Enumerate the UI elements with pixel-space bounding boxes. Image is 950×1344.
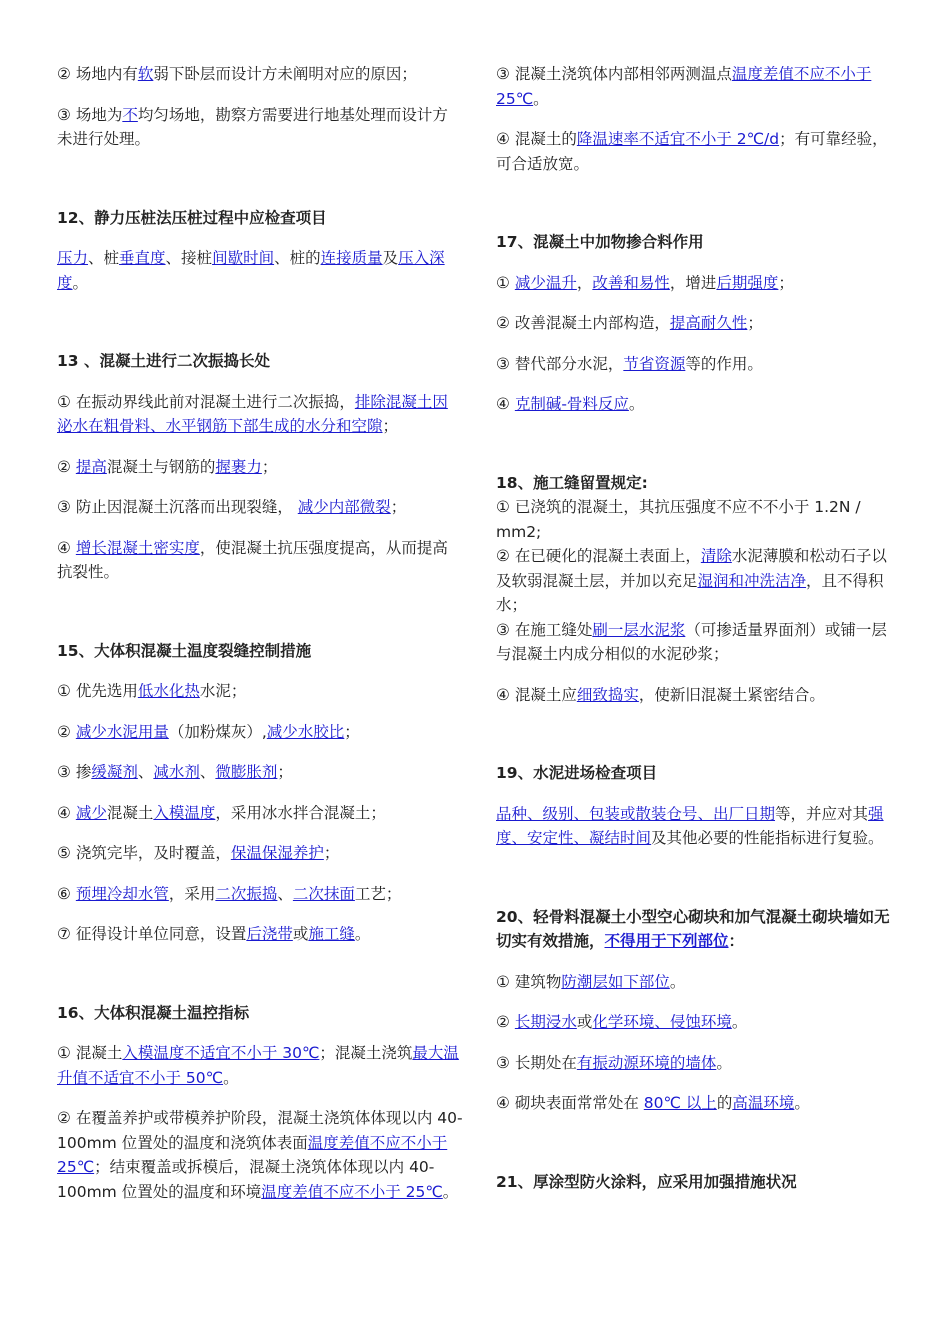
underlined-keyword: 微膨胀剂 bbox=[215, 763, 278, 781]
left-column bbox=[57, 62, 463, 1220]
paragraph bbox=[496, 495, 902, 544]
underlined-keyword: 品种、级别、包装或散装仓号、出厂日期 bbox=[496, 804, 776, 823]
underlined-keyword: 后期强度 bbox=[716, 273, 779, 292]
section-heading bbox=[496, 761, 902, 786]
text-span: 或 bbox=[576, 1013, 593, 1031]
underlined-keyword: 间歇时间 bbox=[212, 249, 275, 267]
text-span: ，使新旧混凝土紧密结合。 bbox=[638, 685, 825, 704]
text-span: ，采用 bbox=[168, 884, 216, 903]
underlined-keyword: 减少内部微裂 bbox=[297, 498, 391, 516]
text-span: ；有可靠经验，可合适放宽。 bbox=[496, 130, 888, 173]
underlined-keyword: 最大温升值不适宜不小于 50℃ bbox=[57, 1044, 459, 1087]
underlined-keyword: 保温保湿养护 bbox=[230, 844, 324, 862]
underlined-keyword: 改善和易性 bbox=[592, 273, 670, 292]
text-span: 。 bbox=[72, 273, 89, 292]
underlined-keyword: 减少水泥用量 bbox=[75, 722, 169, 741]
text-span: 18、施工缝留置规定: bbox=[496, 473, 648, 492]
section-heading bbox=[57, 639, 463, 664]
underlined-keyword: 清除 bbox=[700, 547, 732, 565]
text-span: ； bbox=[778, 273, 794, 292]
section-gap bbox=[57, 601, 463, 639]
paragraph bbox=[57, 1041, 463, 1090]
text-span: ③ 防止因混凝土沉落而出现裂缝， bbox=[57, 498, 298, 516]
text-span: ② 在覆盖养护或带模养护阶段，混凝土浇筑体体现以内 40-100mm 位置处的温度和浇筑体表面 bbox=[57, 1109, 463, 1152]
text-span: ；结束覆盖或拆模后，混凝土浇筑体体现以内 40-100mm 位置处的温度和环境 bbox=[57, 1158, 435, 1201]
underlined-keyword: 压入深度 bbox=[57, 249, 445, 292]
underlined-keyword: 有振动源环境的墙体 bbox=[576, 1053, 717, 1072]
text-span: 。 bbox=[731, 1013, 748, 1031]
text-span: 混凝土与钢筋的 bbox=[106, 457, 216, 476]
text-span: ，增进 bbox=[669, 273, 717, 292]
text-span: ⑥ bbox=[57, 884, 76, 903]
section-gap bbox=[57, 311, 463, 349]
text-span: 、 bbox=[277, 884, 293, 903]
underlined-keyword: 温度差值不应不小于 25℃ bbox=[496, 65, 872, 108]
section-heading bbox=[57, 349, 463, 374]
section-heading bbox=[496, 230, 902, 255]
paragraph bbox=[496, 311, 902, 336]
text-span: 。 bbox=[442, 1182, 459, 1201]
text-span: ： bbox=[728, 932, 745, 950]
underlined-keyword: 减水剂 bbox=[153, 763, 200, 781]
paragraph bbox=[496, 271, 902, 296]
text-span: ② 改善混凝土内部构造， bbox=[496, 314, 670, 332]
text-span: ；混凝土浇筑 bbox=[319, 1044, 413, 1062]
paragraph bbox=[496, 392, 902, 417]
paragraph bbox=[496, 970, 902, 995]
text-span: 、 bbox=[199, 763, 216, 781]
text-span: 。 bbox=[716, 1053, 732, 1072]
text-span: ② bbox=[496, 1013, 515, 1031]
underlined-keyword: 温度差值不应不小于 25℃ bbox=[261, 1182, 443, 1201]
text-span: 。 bbox=[794, 1094, 810, 1112]
text-span: 。 bbox=[223, 1068, 239, 1087]
underlined-keyword: 减少温升 bbox=[514, 273, 577, 292]
text-span: 12、静力压桩法压桩过程中应检查项目 bbox=[57, 208, 327, 227]
underlined-keyword: 提高耐久性 bbox=[669, 314, 748, 332]
underlined-keyword: 克制碱-骨料反应 bbox=[514, 395, 629, 413]
text-span: 等的作用。 bbox=[685, 354, 763, 373]
text-span: 19、水泥进场检查项目 bbox=[496, 764, 658, 782]
text-span: ⑤ 浇筑完毕，及时覆盖， bbox=[57, 844, 231, 862]
underlined-keyword: 后浇带 bbox=[246, 925, 293, 943]
text-span: 及其他必要的性能指标进行复验。 bbox=[651, 829, 884, 847]
text-span: ① 建筑物 bbox=[496, 972, 562, 991]
section-gap bbox=[496, 433, 902, 471]
underlined-keyword: 降温速率不适宜不小于 2℃/d bbox=[576, 130, 780, 148]
section-heading bbox=[496, 905, 902, 954]
text-span: 。 bbox=[533, 89, 549, 108]
text-span: ； bbox=[390, 498, 407, 516]
section-gap bbox=[496, 723, 902, 761]
underlined-keyword: 温度差值不应不小于 25℃ bbox=[57, 1133, 448, 1176]
underlined-keyword: 增长混凝土密实度 bbox=[75, 538, 200, 557]
text-span: （加粉煤灰）, bbox=[168, 722, 267, 741]
paragraph bbox=[496, 127, 902, 176]
paragraph bbox=[57, 536, 463, 585]
paragraph bbox=[57, 390, 463, 439]
text-span: 或 bbox=[292, 925, 309, 943]
text-span: 、接桩 bbox=[165, 249, 213, 267]
text-span: ② 在已硬化的混凝土表面上， bbox=[496, 547, 701, 565]
underlined-keyword: 节省资源 bbox=[623, 354, 686, 373]
paragraph bbox=[57, 679, 463, 704]
underlined-keyword: 握裹力 bbox=[215, 457, 262, 476]
underlined-keyword: 刷一层水泥浆 bbox=[592, 620, 686, 639]
text-span: 。 bbox=[354, 925, 371, 943]
paragraph bbox=[57, 760, 463, 785]
underlined-keyword: 减少水胶比 bbox=[266, 722, 345, 741]
paragraph bbox=[496, 62, 902, 111]
underlined-keyword: 缓凝剂 bbox=[91, 763, 138, 781]
text-span: 均匀场地，勘察方需要进行地基处理而设计方未进行处理。 bbox=[57, 105, 448, 148]
section-heading bbox=[57, 1001, 463, 1026]
text-span: ① 混凝土 bbox=[57, 1044, 123, 1062]
text-span: 水泥薄膜和松动石子以及软弱混凝土层，并加以充足 bbox=[496, 547, 887, 590]
underlined-keyword: 低水化热 bbox=[137, 682, 200, 700]
text-span: 20、轻骨料混凝土小型空心砌块和加气混凝土砌块墙如无切实有效措施， bbox=[496, 907, 890, 950]
text-span: ⑦ 征得设计单位同意，设置 bbox=[57, 925, 247, 943]
underlined-keyword: 不得用于下列部位 bbox=[604, 932, 729, 950]
text-span: ④ 混凝土应 bbox=[496, 685, 577, 704]
underlined-keyword: 入模温度不适宜不小于 30℃ bbox=[122, 1044, 320, 1062]
section-gap bbox=[496, 867, 902, 905]
right-column bbox=[496, 62, 902, 1210]
section-gap bbox=[57, 963, 463, 1001]
paragraph bbox=[496, 618, 902, 667]
underlined-keyword: 压力 bbox=[57, 249, 89, 267]
paragraph bbox=[57, 720, 463, 745]
text-span: ，采用冰水拌合混凝土； bbox=[215, 803, 386, 822]
section-heading bbox=[496, 1170, 902, 1195]
underlined-keyword: 垂直度 bbox=[119, 249, 166, 267]
text-span: ① 已浇筑的混凝土，其抗压强度不应不不小于 1.2N / mm2; bbox=[496, 498, 861, 541]
section-gap bbox=[496, 192, 902, 230]
paragraph bbox=[496, 1091, 902, 1116]
text-span: ，且不得积水； bbox=[496, 571, 884, 614]
text-span: 。 bbox=[669, 972, 686, 991]
text-span: ③ 场地为 bbox=[57, 105, 123, 124]
section-heading bbox=[57, 206, 463, 231]
text-span: ① bbox=[496, 273, 515, 292]
text-span: ① 在振动界线此前对混凝土进行二次振捣， bbox=[57, 392, 355, 411]
text-span: ④ 混凝土的 bbox=[496, 130, 577, 148]
text-span: ③ 在施工缝处 bbox=[496, 620, 593, 639]
paragraph bbox=[496, 352, 902, 377]
paragraph bbox=[57, 882, 463, 907]
text-span: ； bbox=[261, 457, 278, 476]
text-span: ② bbox=[57, 457, 76, 476]
underlined-keyword: 预埋冷却水管 bbox=[75, 884, 169, 903]
underlined-keyword: 高温环境 bbox=[732, 1094, 795, 1112]
text-span: 、桩 bbox=[88, 249, 120, 267]
text-span: ④ 砌块表面常常处在 bbox=[496, 1094, 644, 1112]
text-span: 21、厚涂型防火涂料，应采用加强措施状况 bbox=[496, 1172, 797, 1191]
text-span: ， bbox=[576, 273, 593, 292]
underlined-keyword: 二次振捣 bbox=[215, 884, 278, 903]
underlined-keyword: 细致捣实 bbox=[576, 685, 639, 704]
text-span: （可掺适量界面剂）或铺一层与混凝土内成分相似的水泥砂浆； bbox=[496, 620, 887, 663]
text-span: 16、大体积混凝土温控指标 bbox=[57, 1003, 250, 1022]
paragraph bbox=[57, 246, 463, 295]
text-span: ； bbox=[323, 844, 340, 862]
underlined-keyword: 不 bbox=[122, 105, 138, 124]
underlined-keyword: 软 bbox=[137, 65, 154, 83]
underlined-keyword: 强度、安定性、凝结时间 bbox=[496, 804, 884, 847]
paragraph bbox=[57, 62, 463, 87]
section-heading bbox=[496, 471, 902, 496]
underlined-keyword: 提高 bbox=[75, 457, 107, 476]
text-span: 混凝土 bbox=[106, 803, 154, 822]
text-span: 13 、混凝土进行二次振捣长处 bbox=[57, 352, 270, 370]
text-span: ③ 长期处在 bbox=[496, 1053, 577, 1072]
text-span: 、桩的 bbox=[274, 249, 321, 267]
underlined-keyword: 化学环境、侵蚀环境 bbox=[592, 1013, 732, 1031]
section-gap bbox=[496, 1132, 902, 1170]
underlined-keyword: 施工缝 bbox=[308, 925, 355, 943]
text-span: ； bbox=[382, 417, 399, 435]
text-span: ① 优先选用 bbox=[57, 682, 138, 700]
underlined-keyword: 二次抹面 bbox=[292, 884, 355, 903]
paragraph bbox=[496, 544, 902, 618]
underlined-keyword: 排除混凝土因泌水在粗骨料、水平钢筋下部生成的水分和空隙 bbox=[57, 392, 448, 435]
paragraph bbox=[496, 1051, 902, 1076]
text-span: ④ bbox=[496, 395, 515, 413]
section-gap bbox=[57, 168, 463, 206]
text-span: ④ bbox=[57, 803, 76, 822]
paragraph bbox=[57, 841, 463, 866]
text-span: 、 bbox=[137, 763, 154, 781]
text-span: ④ bbox=[57, 538, 76, 557]
paragraph bbox=[57, 1106, 463, 1204]
text-span: 的 bbox=[716, 1094, 733, 1112]
underlined-keyword: 80℃ 以上 bbox=[643, 1094, 717, 1112]
underlined-keyword: 防潮层如下部位 bbox=[561, 972, 670, 991]
text-span: 及 bbox=[382, 249, 399, 267]
text-span: ③ 掺 bbox=[57, 763, 92, 781]
paragraph bbox=[57, 922, 463, 947]
text-span: 工艺； bbox=[354, 884, 402, 903]
underlined-keyword: 湿润和冲洗洁净 bbox=[697, 571, 807, 590]
text-span: ③ 替代部分水泥， bbox=[496, 354, 624, 373]
text-span: ③ 混凝土浇筑体内部相邻两测温点 bbox=[496, 65, 732, 83]
paragraph bbox=[496, 1010, 902, 1035]
text-span: 17、混凝土中加物掺合料作用 bbox=[496, 233, 704, 251]
paragraph bbox=[57, 801, 463, 826]
text-span: 水泥； bbox=[199, 682, 247, 700]
underlined-keyword: 入模温度 bbox=[153, 803, 216, 822]
text-span: 弱下卧层而设计方未阐明对应的原因； bbox=[153, 65, 417, 83]
text-span: ； bbox=[277, 763, 293, 781]
text-span: ② bbox=[57, 722, 76, 741]
text-span: ，使混凝土抗压强度提高，从而提高抗裂性。 bbox=[57, 538, 448, 581]
paragraph bbox=[57, 103, 463, 152]
text-span: ； bbox=[747, 314, 763, 332]
underlined-keyword: 长期浸水 bbox=[514, 1013, 577, 1031]
text-span: 15、大体积混凝土温度裂缝控制措施 bbox=[57, 641, 312, 660]
text-span: ② 场地内有 bbox=[57, 65, 138, 83]
paragraph bbox=[57, 455, 463, 480]
text-span: ； bbox=[344, 722, 360, 741]
underlined-keyword: 减少 bbox=[75, 803, 107, 822]
underlined-keyword: 连接质量 bbox=[320, 249, 383, 267]
paragraph bbox=[57, 495, 463, 520]
paragraph bbox=[496, 683, 902, 708]
paragraph bbox=[496, 802, 902, 851]
text-span: 。 bbox=[628, 395, 645, 413]
text-span: 等，并应对其 bbox=[775, 804, 869, 823]
